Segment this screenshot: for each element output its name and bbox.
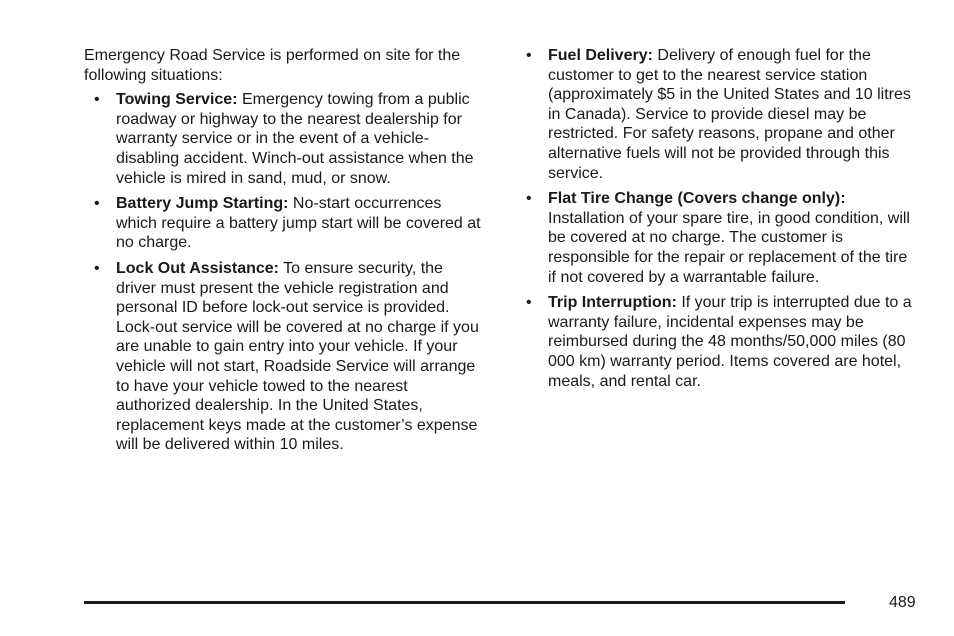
intro-paragraph: Emergency Road Service is performed on site for the following situations: — [84, 47, 461, 84]
left-column — [84, 46, 484, 461]
bullet-icon: • — [526, 47, 532, 64]
item-text: Installation of your spare tire, in good condition, will be covered at no charge. The customer is responsible for the repair or replacement of the tire if not covered by a warrantable failure. — [548, 209, 910, 286]
list-item-fuel-delivery — [526, 46, 918, 183]
item-text: If your trip is interrupted due to a warranty failure, incidental expenses may be reimbursed during the 48 months/50,000 miles (80 000 km) warranty period. Items covered are hotel, meals, and rental car. — [548, 294, 912, 390]
list-item-battery-jump-starting — [94, 194, 484, 253]
item-term: Lock Out Assistance: — [116, 259, 280, 277]
item-text: No-start occurrences which require a battery jump start will be covered at no charge. — [116, 195, 481, 252]
right-bullet-list — [526, 46, 918, 391]
list-item-trip-interruption — [526, 293, 918, 391]
list-item-lock-out-assistance — [94, 259, 484, 455]
page-number: 489 — [889, 594, 916, 611]
left-bullet-list — [84, 90, 484, 455]
item-term: Flat Tire Change (Covers change only): — [548, 190, 846, 208]
bullet-icon: • — [94, 195, 100, 213]
list-item-towing-service — [94, 90, 484, 188]
item-term: Battery Jump Starting: — [116, 195, 289, 213]
item-term: Trip Interruption: — [548, 294, 677, 312]
item-text: To ensure security, the driver must present the vehicle registration and personal ID before lock-out service is provided. Lock-out service will be covered at no charge if you are unable to gain entry into your vehicle. If your vehicle will not start, Roadside Service will arrange to have your vehicle towed to the nearest authorized dealership. In the United States, replacement keys made at the customer’s expense will be delivered within 10 miles. — [116, 259, 479, 454]
item-text: Delivery of enough fuel for the customer to get to the nearest service station (approximately $5 in the United States and 10 litres in Canada). Service to provide diesel may be restricted. For safety reasons, propane and other alternative fuels will not be provided through this service. — [548, 47, 911, 182]
item-text: Emergency towing from a public roadway or highway to the nearest dealership for warranty service or in the event of a vehicle-disabling accident. Winch-out assistance when the vehicle is mired in sand, mud, or snow. — [116, 91, 474, 187]
bullet-icon: • — [526, 190, 532, 208]
list-item-flat-tire-change — [526, 189, 918, 287]
right-column — [526, 46, 918, 397]
bullet-icon: • — [526, 294, 532, 312]
item-term: Fuel Delivery: — [548, 47, 653, 64]
bullet-icon: • — [94, 91, 100, 109]
item-term: Towing Service: — [116, 91, 238, 109]
bullet-icon: • — [94, 259, 100, 277]
footer-rule — [84, 601, 845, 604]
